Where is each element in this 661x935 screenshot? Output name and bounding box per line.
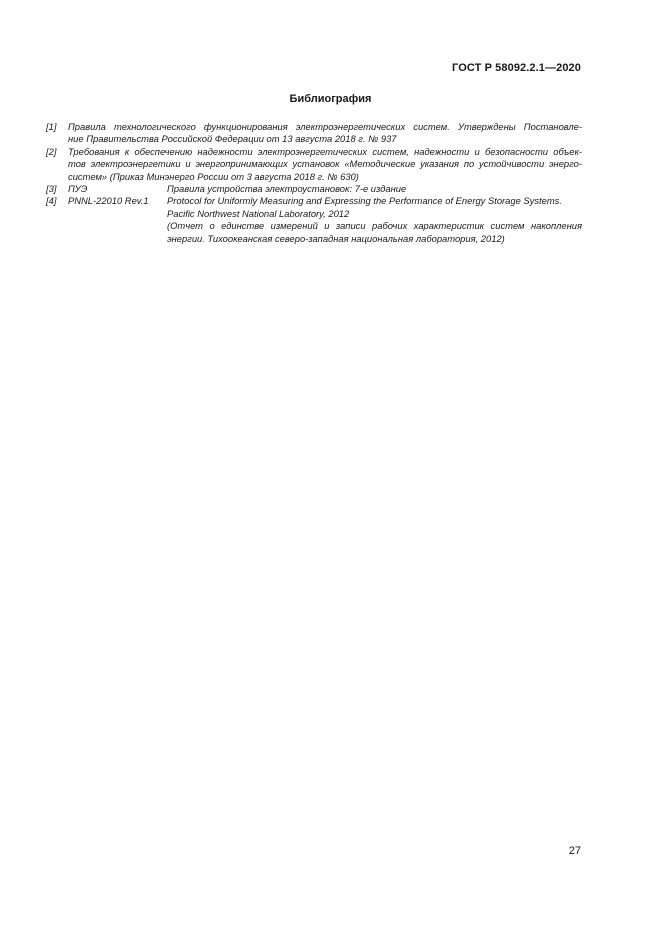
entry-text <box>167 195 582 245</box>
bibliography-list <box>46 121 582 245</box>
entry-line: Правила устройства электроустановок: 7-е издание <box>167 183 407 195</box>
entry-line: Требования к обеспечению надежности электроэнергетических систем, надежности и безопасности объек- <box>68 145 582 157</box>
bibliography-entry-2 <box>46 146 582 183</box>
entry-line: Protocol for Uniformly Measuring and Expressing the Performance of Energy Storage Systems. <box>167 195 562 207</box>
entry-line: систем» (Приказ Минэнерго России от 3 августа 2018 г. № 630) <box>68 170 359 182</box>
entry-line: (Отчет о единстве измерений и записи рабочих характеристик систем накопления <box>167 220 582 232</box>
bibliography-entry-3 <box>46 183 582 195</box>
entry-text <box>68 146 582 183</box>
entry-number: [4] <box>46 195 57 207</box>
entry-line: Правила технологического функционирования электроэнергетических систем. Утверждены Постановле- <box>68 121 582 132</box>
entry-line: Pacific Northwest National Laboratory, 2012 <box>167 207 350 219</box>
bibliography-entry-1 <box>46 121 582 146</box>
page-number: 27 <box>568 845 581 857</box>
entry-number: [1] <box>46 121 57 132</box>
entry-line: тов электроэнергетики и энергопринимающих установок «Методические указания по устойчивости энерго- <box>68 158 582 170</box>
entry-text <box>68 121 582 146</box>
document-code: ГОСТ Р 58092.2.1—2020 <box>452 62 581 74</box>
entry-text <box>167 183 582 195</box>
entry-line: ние Правительства Российской Федерации от 13 августа 2018 г. № 937 <box>68 133 397 145</box>
entry-code: PNNL-22010 Rev.1 <box>68 195 149 207</box>
entry-number: [2] <box>46 145 57 157</box>
entry-number: [3] <box>46 183 57 195</box>
entry-code: ПУЭ <box>68 183 88 195</box>
page-title: Библиография <box>289 93 372 105</box>
bibliography-entry-4 <box>46 195 582 245</box>
entry-line: энергии. Тихоокеанская северо-западная национальная лаборатория, 2012) <box>167 232 505 244</box>
